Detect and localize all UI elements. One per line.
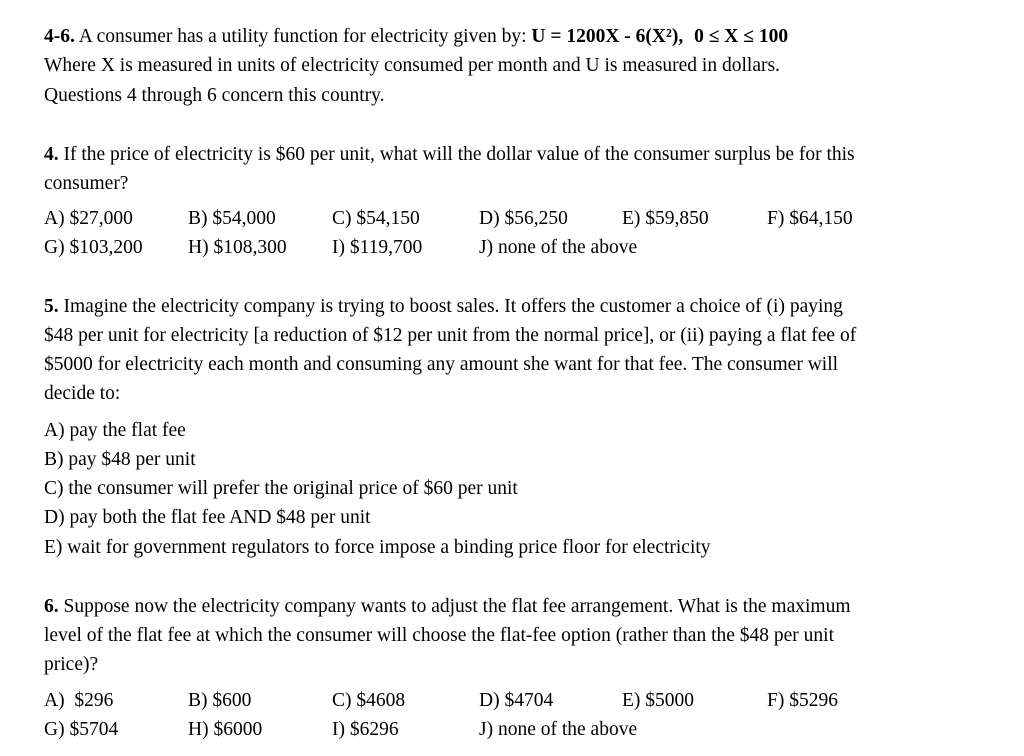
q5-line-4: decide to: bbox=[44, 383, 121, 404]
q4-option-a: A) $27,000 bbox=[44, 208, 133, 229]
q4-option-g: G) $103,200 bbox=[44, 237, 143, 258]
intro-number: 4-6. bbox=[44, 26, 75, 47]
q4-option-j: J) none of the above bbox=[479, 237, 638, 258]
q6-option-c: C) $4608 bbox=[332, 690, 406, 711]
intro-line-3: Questions 4 through 6 concern this country. bbox=[44, 85, 385, 106]
intro-lead: A consumer has a utility function for electricity given by: bbox=[78, 26, 527, 47]
q5-line-3: $5000 for electricity each month and consuming any amount she want for that fee. The consumer will bbox=[44, 354, 839, 375]
q5-text: Imagine the electricity company is trying to boost sales. It offers the customer a choice of (i) paying bbox=[63, 296, 843, 317]
q5-number: 5. bbox=[44, 296, 59, 317]
q6-option-b: B) $600 bbox=[188, 690, 252, 711]
q5-option-e: E) wait for government regulators to force impose a binding price floor for electricity bbox=[44, 537, 711, 558]
utility-range: 0 ≤ X ≤ 100 bbox=[694, 26, 789, 47]
q6-option-f: F) $5296 bbox=[767, 690, 838, 711]
q4-option-d: D) $56,250 bbox=[479, 208, 568, 229]
q4-text: If the price of electricity is $60 per unit, what will the dollar value of the consumer surplus be for this bbox=[63, 144, 855, 165]
q4-option-c: C) $54,150 bbox=[332, 208, 420, 229]
q6-option-a: A) $296 bbox=[44, 690, 114, 711]
q4-option-i: I) $119,700 bbox=[332, 237, 423, 258]
q6-option-j: J) none of the above bbox=[479, 719, 638, 740]
q6-option-h: H) $6000 bbox=[188, 719, 263, 740]
q4-number: 4. bbox=[44, 144, 59, 165]
q6-option-d: D) $4704 bbox=[479, 690, 554, 711]
q4-option-f: F) $64,150 bbox=[767, 208, 853, 229]
q4-line-2: consumer? bbox=[44, 173, 129, 194]
q5-option-c: C) the consumer will prefer the original price of $60 per unit bbox=[44, 478, 518, 499]
q4-option-h: H) $108,300 bbox=[188, 237, 287, 258]
intro-line-1 bbox=[44, 27, 788, 47]
q6-number: 6. bbox=[44, 596, 59, 617]
q6-line-3: price)? bbox=[44, 654, 99, 675]
q4-option-e: E) $59,850 bbox=[622, 208, 709, 229]
q6-option-e: E) $5000 bbox=[622, 690, 695, 711]
q6-line-1 bbox=[44, 597, 851, 617]
intro-line-2: Where X is measured in units of electricity consumed per month and U is measured in dollars. bbox=[44, 55, 780, 76]
q5-option-d: D) pay both the flat fee AND $48 per unit bbox=[44, 507, 371, 528]
q4-line-1 bbox=[44, 145, 855, 165]
q6-option-i: I) $6296 bbox=[332, 719, 399, 740]
utility-formula: U = 1200X - 6(X²), bbox=[531, 26, 684, 47]
q5-option-b: B) pay $48 per unit bbox=[44, 449, 196, 470]
q4-option-b: B) $54,000 bbox=[188, 208, 276, 229]
q6-option-g: G) $5704 bbox=[44, 719, 119, 740]
q5-line-2: $48 per unit for electricity [a reduction of $12 per unit from the normal price], or (ii) paying a flat fee of bbox=[44, 325, 857, 346]
q6-line-2: level of the flat fee at which the consumer will choose the flat-fee option (rather than the $48 per unit bbox=[44, 625, 834, 646]
q5-line-1 bbox=[44, 297, 843, 317]
q6-text: Suppose now the electricity company wants to adjust the flat fee arrangement. What is the maximum bbox=[63, 596, 851, 617]
q5-option-a: A) pay the flat fee bbox=[44, 420, 186, 441]
